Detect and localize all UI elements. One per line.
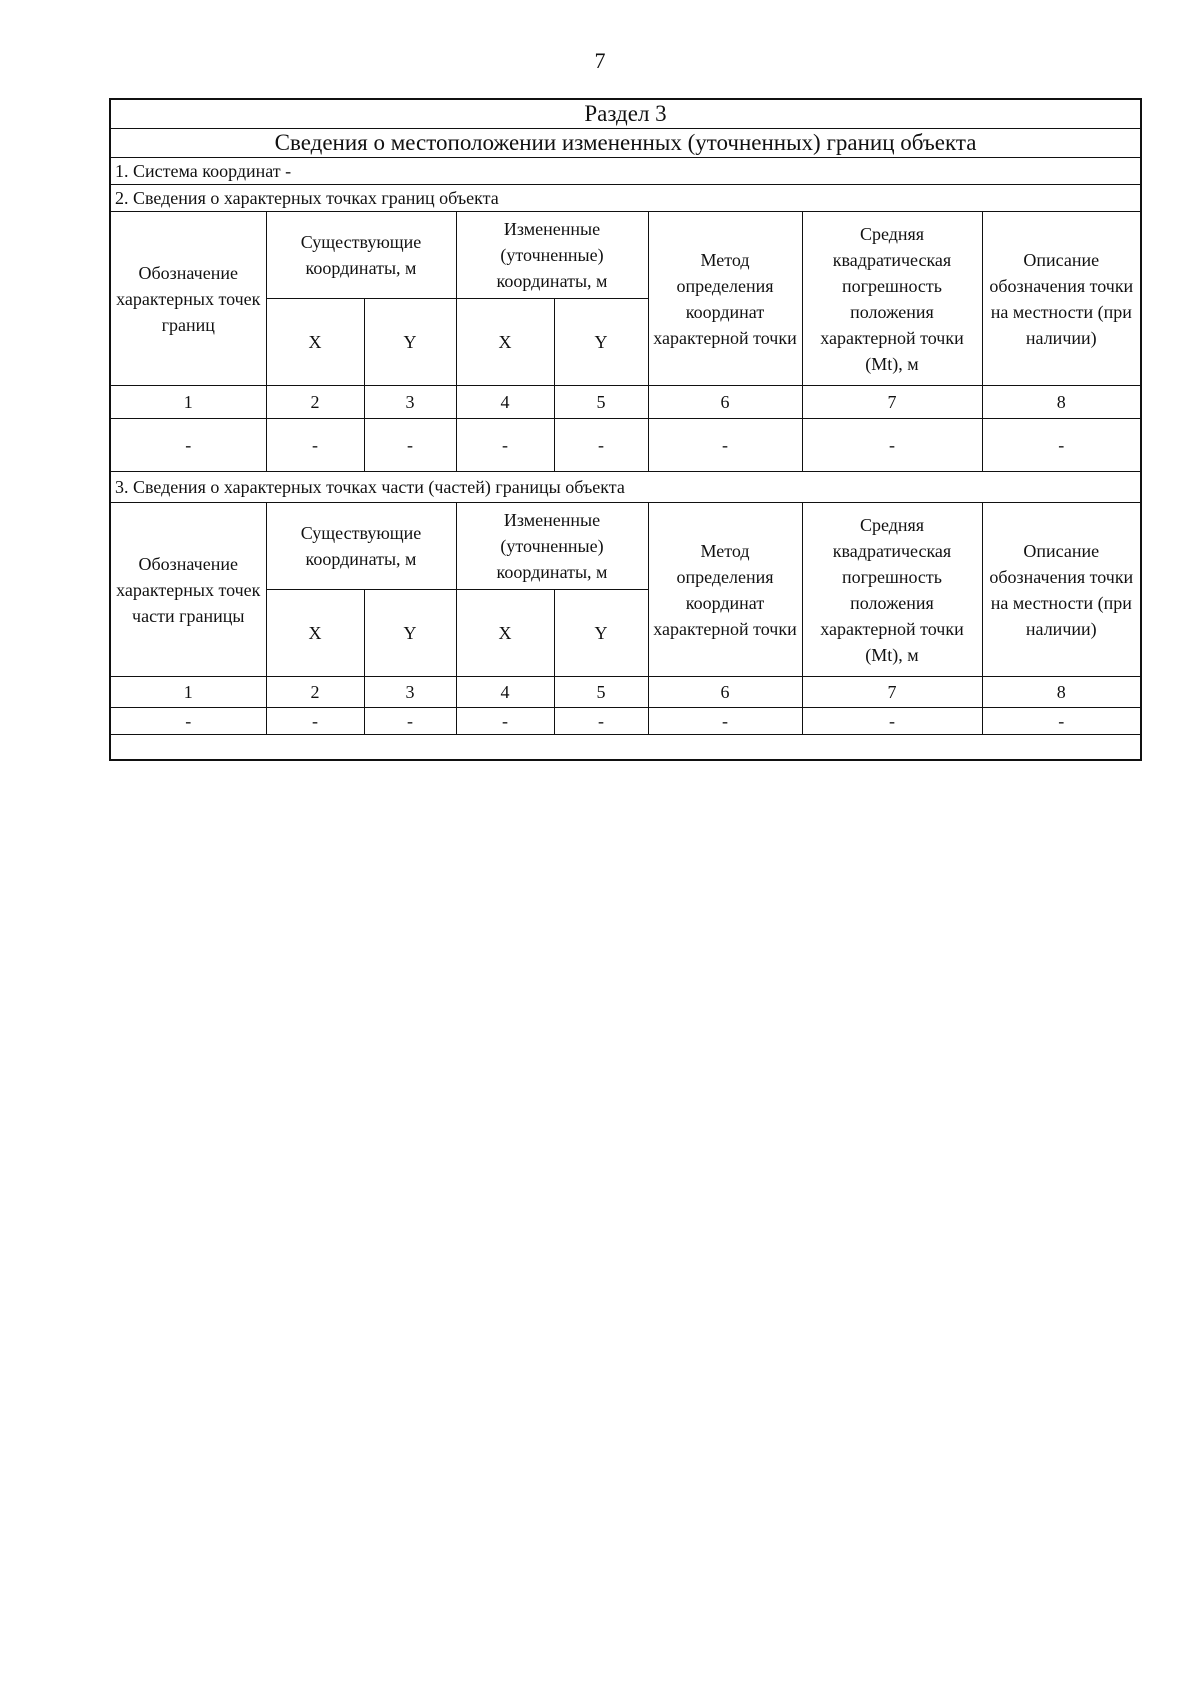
- t2-num-cell: 7: [802, 386, 982, 419]
- t3-changed-header: Измененные (уточненные) координаты, м: [456, 503, 648, 590]
- t2-num-cell: 3: [364, 386, 456, 419]
- t3-num-cell: 5: [554, 677, 648, 708]
- t3-num-cell: 6: [648, 677, 802, 708]
- subsection-2-title: 2. Сведения о характерных точках границ объекта: [110, 185, 1141, 212]
- section-3-table: [109, 98, 1142, 761]
- t3-changed-x: X: [456, 590, 554, 677]
- section-title: Раздел 3: [110, 99, 1141, 129]
- t2-num-cell: 5: [554, 386, 648, 419]
- t3-description-header: Описание обозначения точки на местности (при наличии): [982, 503, 1141, 677]
- t2-data-cell: -: [456, 419, 554, 472]
- t3-data-cell: -: [554, 708, 648, 735]
- t3-changed-y: Y: [554, 590, 648, 677]
- t2-description-header: Описание обозначения точки на местности (при наличии): [982, 212, 1141, 386]
- t2-existing-header: Существующие координаты, м: [266, 212, 456, 299]
- t2-table-row: [110, 419, 1141, 472]
- t2-num-cell: 2: [266, 386, 364, 419]
- t3-existing-header: Существующие координаты, м: [266, 503, 456, 590]
- t3-data-cell: -: [982, 708, 1141, 735]
- t2-method-header: Метод определения координат характерной точки: [648, 212, 802, 386]
- t2-data-cell: -: [982, 419, 1141, 472]
- t2-data-cell: -: [110, 419, 266, 472]
- t3-data-cell: -: [110, 708, 266, 735]
- t3-data-cell: -: [364, 708, 456, 735]
- t3-num-cell: 2: [266, 677, 364, 708]
- t2-num-cell: 1: [110, 386, 266, 419]
- t3-num-cell: 8: [982, 677, 1141, 708]
- section-heading: Сведения о местоположении измененных (уточненных) границ объекта: [110, 129, 1141, 158]
- t3-num-cell: 7: [802, 677, 982, 708]
- t3-num-cell: 1: [110, 677, 266, 708]
- t2-changed-x: X: [456, 299, 554, 386]
- t3-data-cell: -: [648, 708, 802, 735]
- t2-data-cell: -: [802, 419, 982, 472]
- t2-changed-y: Y: [554, 299, 648, 386]
- t3-method-header: Метод определения координат характерной точки: [648, 503, 802, 677]
- t3-num-cell: 3: [364, 677, 456, 708]
- t3-data-cell: -: [456, 708, 554, 735]
- t2-data-cell: -: [554, 419, 648, 472]
- t2-error-header: Средняя квадратическая погрешность положения характерной точки (Mt), м: [802, 212, 982, 386]
- page-number: 7: [594, 48, 606, 73]
- t2-data-cell: -: [648, 419, 802, 472]
- t2-num-cell: 8: [982, 386, 1141, 419]
- t3-num-cell: 4: [456, 677, 554, 708]
- t2-num-cell: 6: [648, 386, 802, 419]
- t3-col1-header: Обозначение характерных точек части границы: [110, 503, 266, 677]
- coordinate-system: 1. Система координат -: [110, 158, 1141, 185]
- t2-num-cell: 4: [456, 386, 554, 419]
- t2-data-cell: -: [266, 419, 364, 472]
- t3-error-header: Средняя квадратическая погрешность положения характерной точки (Mt), м: [802, 503, 982, 677]
- t2-existing-y: Y: [364, 299, 456, 386]
- t2-col1-header: Обозначение характерных точек границ: [110, 212, 266, 386]
- t3-existing-y: Y: [364, 590, 456, 677]
- t3-existing-x: X: [266, 590, 364, 677]
- t2-data-cell: -: [364, 419, 456, 472]
- blank-row: [110, 735, 1141, 761]
- t3-table-row: [110, 708, 1141, 735]
- t3-data-cell: -: [266, 708, 364, 735]
- t3-data-cell: -: [802, 708, 982, 735]
- subsection-3-title: 3. Сведения о характерных точках части (частей) границы объекта: [110, 472, 1141, 503]
- t2-existing-x: X: [266, 299, 364, 386]
- t2-changed-header: Измененные (уточненные) координаты, м: [456, 212, 648, 299]
